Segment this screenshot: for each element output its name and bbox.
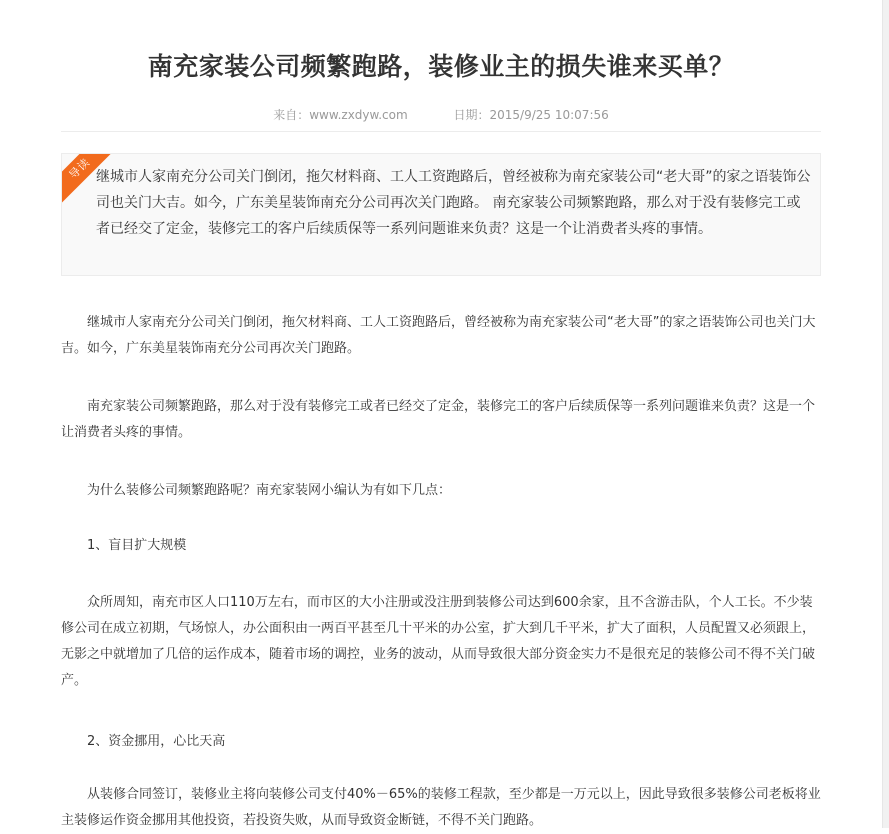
intro-text: 继城市人家南充分公司关门倒闭，拖欠材料商、工人工资跑路后，曾经被称为南充家装公司“老大哥”的家之语装饰公司也关门大吉。如今，广东美星装饰南充分公司再次关门跑路。 南充家装公司频繁跑路，那么对于没有装修完工或者已经交了定金，装修完工的客户后续质保等一系列问题谁来负责？这是一个让消费者头疼的事情。: [96, 169, 811, 237]
source-label: 来自：: [273, 108, 310, 122]
section-heading-2: 2、资金挪用，心比天高: [87, 734, 226, 749]
paragraph-2: 南充家装公司频繁跑路，那么对于没有装修完工或者已经交了定金，装修完工的客户后续质保等一系列问题谁来负责？这是一个让消费者头疼的事情。: [61, 399, 816, 440]
meta-divider: [61, 131, 821, 132]
article-title: 南充家装公司频繁跑路，装修业主的损失谁来买单？: [147, 51, 735, 81]
intro-box: [61, 153, 821, 276]
section-heading-1: 1、盲目扩大规模: [87, 538, 187, 553]
article-meta: [60, 104, 822, 126]
scrollbar-track[interactable]: [882, 0, 889, 828]
paragraph-5: 从装修合同签订，装修业主将向装修公司支付40%－65%的装修工程款，至少都是一万元以上，因此导致很多装修公司老板将业主装修运作资金挪用其他投资，若投资失败，从而导致资金断链，不得不关门跑路。: [61, 787, 821, 828]
source-value[interactable]: www.zxdyw.com: [309, 108, 408, 122]
paragraph-3: 为什么装修公司频繁跑路呢？南充家装网小编认为有如下几点：: [87, 483, 452, 498]
paragraph-1: 继城市人家南充分公司关门倒闭，拖欠材料商、工人工资跑路后，曾经被称为南充家装公司“老大哥”的家之语装饰公司也关门大吉。如今，广东美星装饰南充分公司再次关门跑路。: [61, 315, 816, 356]
date-label: 日期：: [453, 108, 490, 122]
date-value: 2015/9/25 10:07:56: [489, 108, 609, 122]
paragraph-4: 众所周知，南充市区人口110万左右，而市区的大小注册或没注册到装修公司达到600余家，且不含游击队，个人工长。不少装修公司在成立初期，气场惊人，办公面积由一两百平甚至几十平米的办公室，扩大到几千平米，扩大了面积，人员配置又必须跟上，无影之中就增加了几倍的运作成本，随着市场的调控，业务的波动，从而导致很大部分资金实力不是很充足的装修公司不得不关门破产。: [61, 595, 816, 688]
intro-badge: 导读: [61, 153, 116, 205]
